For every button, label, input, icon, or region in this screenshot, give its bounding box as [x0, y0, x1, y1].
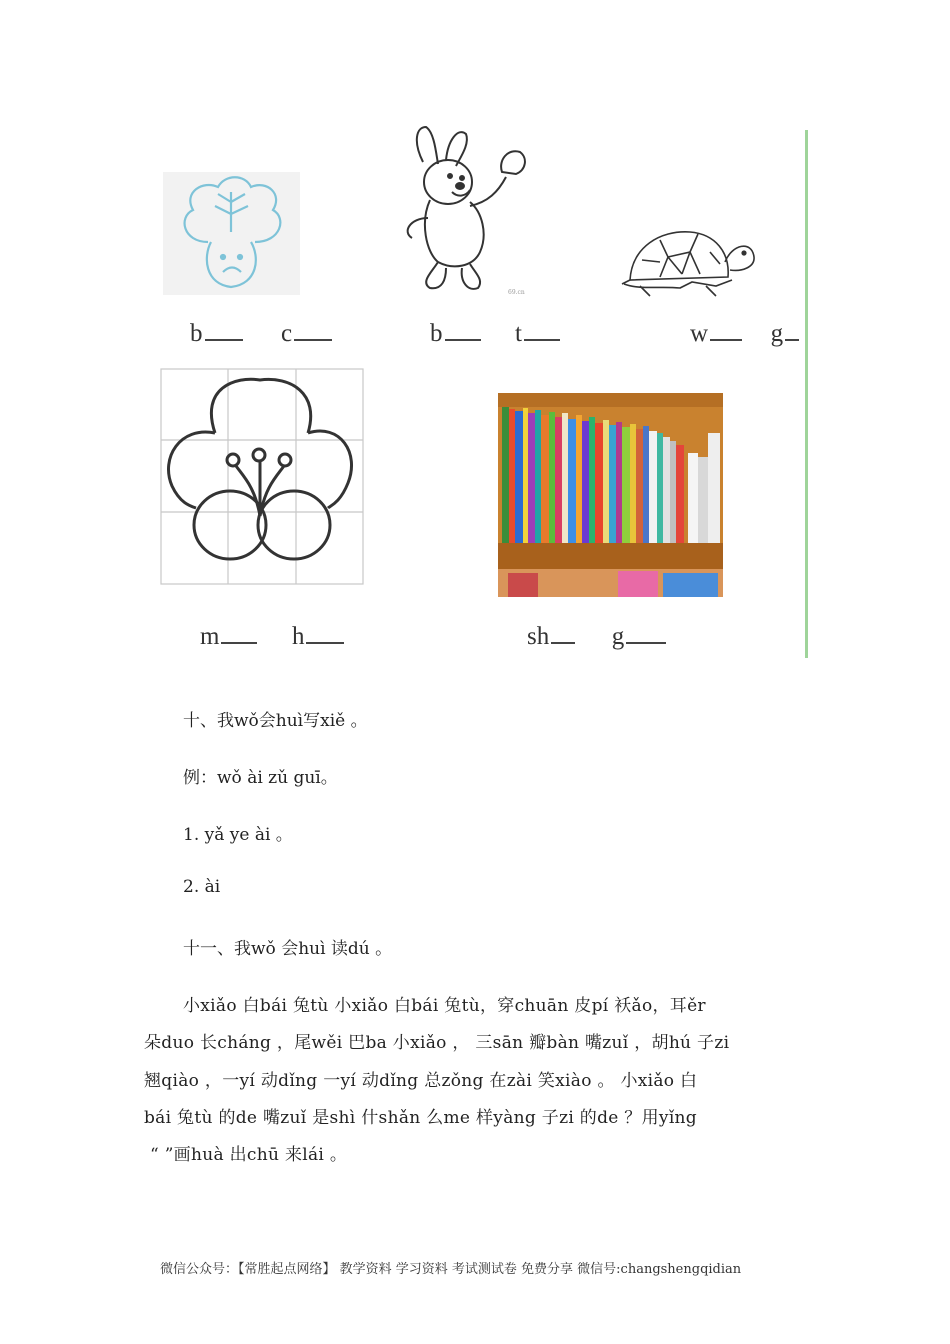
reading-paragraph-line: 小xiǎo 白bái 兔tù 小xiǎo 白bái 兔tù，穿chuān 皮pí 袄ǎo，耳ěr: [183, 996, 706, 1016]
picture-area-edge: [805, 130, 808, 658]
section-10-example: 例：wǒ ài zǔ guī。: [183, 768, 338, 788]
answer-blank: [294, 339, 332, 341]
turtle-picture: [620, 222, 760, 297]
rabbit-picture: [398, 122, 536, 297]
section-10-title: 十、我wǒ会huì写xiě 。: [183, 711, 368, 731]
label-bok-choy: [190, 320, 332, 348]
turtle-icon: [620, 222, 760, 297]
answer-blank: [524, 339, 560, 341]
plum-blossom-icon: [160, 368, 364, 585]
reading-paragraph-line: 朵duo 长cháng ，尾wěi 巴ba 小xiǎo ， 三sān 瓣bàn 嘴zuǐ ，胡hú 子zi: [144, 1033, 730, 1053]
answer-blank: [710, 339, 742, 341]
bok-choy-picture: [163, 172, 300, 295]
label-initial: g: [770, 320, 784, 347]
label-initial: c: [281, 320, 293, 347]
answer-blank: [205, 339, 243, 341]
label-initial: g: [611, 623, 625, 650]
reading-paragraph-line: “ ”画huà 出chū 来lái 。: [150, 1145, 348, 1165]
label-initial: b: [190, 320, 203, 347]
bok-choy-icon: [163, 172, 300, 295]
label-initial: h: [291, 623, 305, 650]
flower-picture: [160, 368, 364, 585]
label-initial: b: [430, 320, 443, 347]
label-rabbit: [430, 320, 560, 348]
label-initial: t: [515, 320, 522, 347]
bookshelf-icon: [498, 393, 723, 597]
answer-blank: [306, 642, 344, 644]
label-initial: sh: [527, 623, 550, 650]
section-11-title: 十一、我wǒ 会huì 读dú 。: [183, 939, 393, 959]
label-turtle: [690, 320, 799, 348]
bookshelf-picture: [498, 393, 723, 597]
reading-paragraph-line: 翘qiào ，一yí 动dǐng 一yí 动dǐng 总zǒng 在zài 笑xiào 。 小xiǎo 白: [144, 1071, 698, 1091]
answer-blank: [221, 642, 257, 644]
watermark-text: 69.cn: [508, 289, 525, 296]
label-bookshelf: [527, 623, 666, 651]
answer-blank: [785, 339, 799, 341]
label-initial: m: [200, 623, 220, 650]
answer-blank: [551, 642, 575, 644]
page-footer: 微信公众号：【常胜起点网络】 教学资料 学习资料 考试测试卷 免费分享 微信号:changshengqidian: [160, 1262, 742, 1277]
reading-paragraph-line: bái 兔tù 的de 嘴zuǐ 是shì 什shǎn 么me 样yàng 子zi 的de ？用yǐng: [144, 1108, 697, 1128]
section-10-item-1: 1. yǎ ye ài 。: [183, 825, 293, 845]
answer-blank: [626, 642, 666, 644]
answer-blank: [445, 339, 481, 341]
label-flower: [200, 623, 344, 651]
label-initial: w: [690, 320, 709, 347]
section-10-item-2: 2. ài: [183, 877, 221, 897]
rabbit-icon: [398, 122, 536, 297]
